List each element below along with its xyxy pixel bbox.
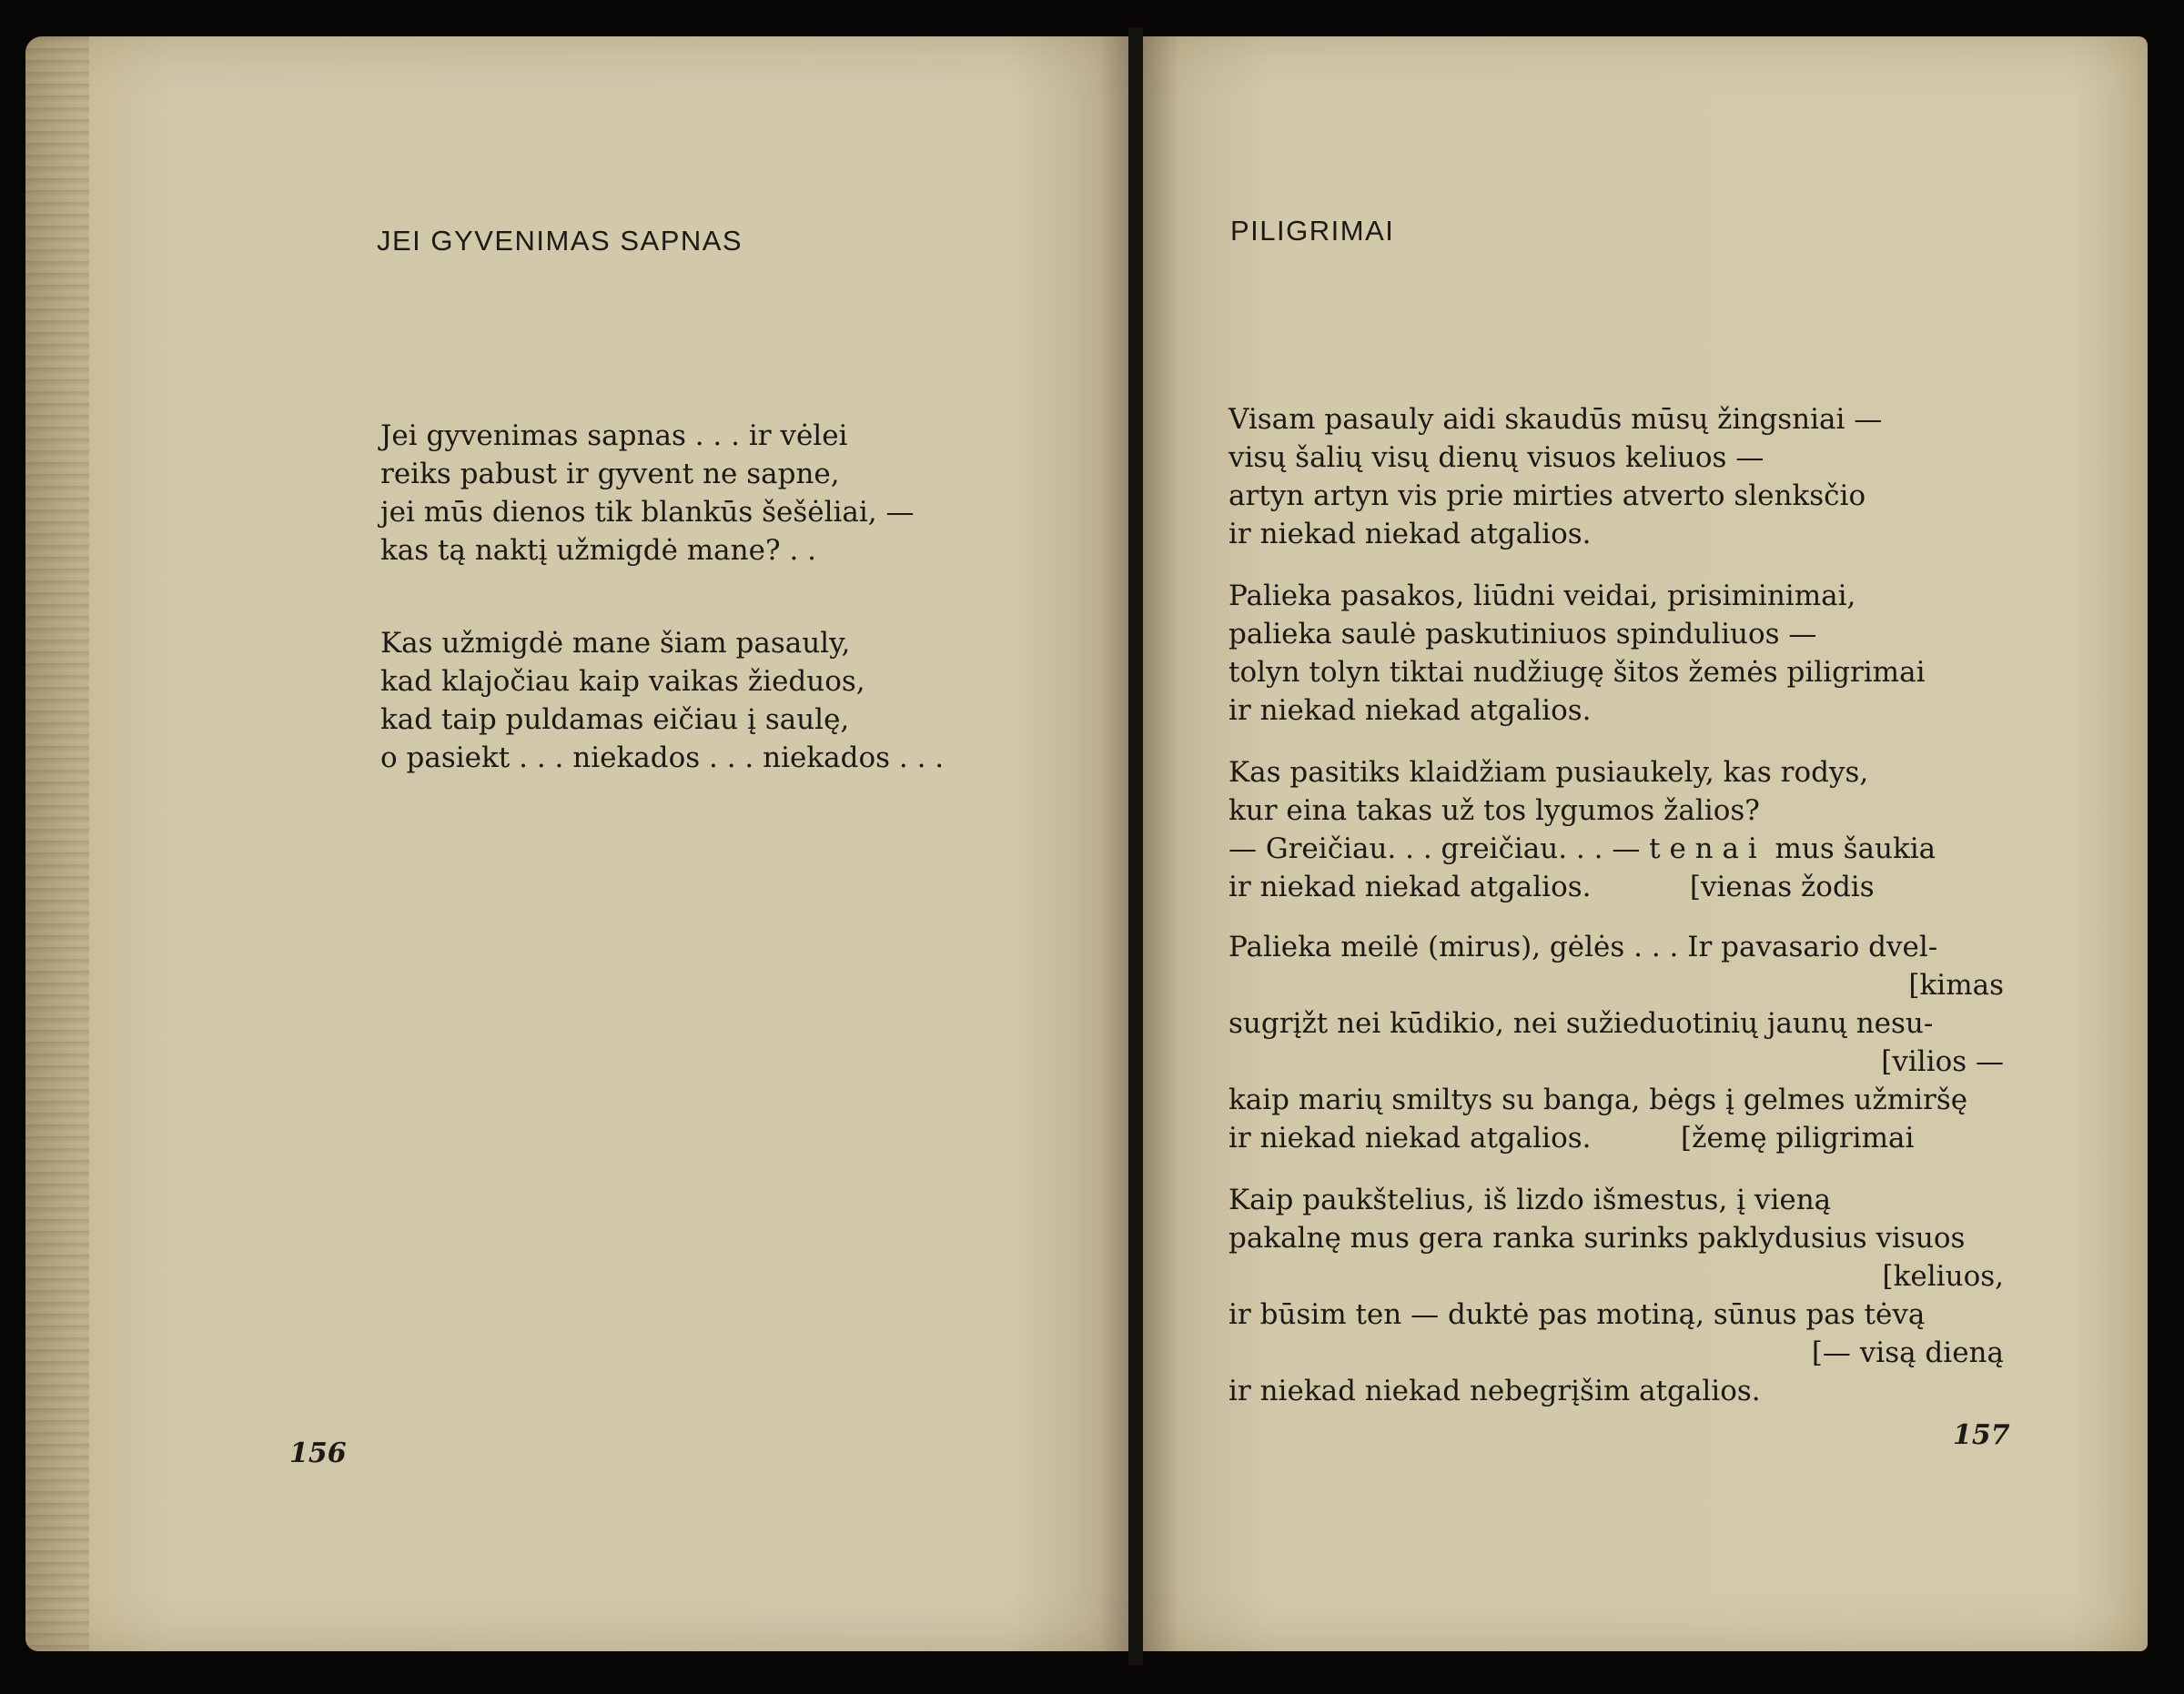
poem-line: reiks pabust ir gyvent ne sapne, <box>380 458 840 490</box>
poem-line: — Greičiau. . . greičiau. . . — t e n a i mus šaukia <box>1228 832 1936 865</box>
poem-line: artyn artyn vis prie mirties atverto slenksčio <box>1228 479 1866 512</box>
right-page-number: 157 <box>1953 1419 2010 1451</box>
poem-line: palieka saulė paskutiniuos spinduliuos — <box>1228 618 1817 650</box>
poem-line-continuation: [vilios — <box>1881 1045 2004 1078</box>
poem-line-continuation: [kimas <box>1908 969 2004 1002</box>
poem-line: ir niekad niekad atgalios. <box>1228 694 1592 727</box>
poem-line: Kaip paukštelius, iš lizdo išmestus, į vieną <box>1228 1184 1832 1216</box>
poem-line: ir niekad niekad nebegrįšim atgalios. <box>1228 1375 1761 1407</box>
right-stanza-4 <box>1228 928 2004 1157</box>
poem-line: visų šalių visų dienų visuos keliuos — <box>1228 441 1764 474</box>
poem-line: pakalnę mus gera ranka surinks paklydusius visuos <box>1228 1222 1966 1255</box>
poem-line: jei mūs dienos tik blankūs šešėliai, — <box>380 496 915 529</box>
poem-line: Visam pasauly aidi skaudūs mūsų žingsniai — <box>1228 403 1883 436</box>
poem-line: kur eina takas už tos lygumos žalios? <box>1228 794 1760 827</box>
left-stanza-2 <box>380 624 944 777</box>
left-page-number: 156 <box>289 1437 347 1469</box>
right-stanza-5 <box>1228 1181 2004 1410</box>
poem-line: sugrįžt nei kūdikio, nei sužieduotinių jaunų nesu- <box>1228 1007 1934 1040</box>
right-page <box>1143 36 2148 1651</box>
poem-line: kas tą naktį užmigdė mane? . . <box>380 534 817 567</box>
poem-line-continuation: [— visą dieną <box>1811 1336 2004 1369</box>
poem-line: kad klajočiau kaip vaikas žieduos, <box>380 665 865 698</box>
poem-line: ir niekad niekad atgalios. <box>1228 518 1592 550</box>
right-page-title: PILIGRIMAI <box>1230 215 1395 247</box>
poem-line: Palieka meilė (mirus), gėlės . . . Ir pavasario dvel- <box>1228 931 1938 963</box>
poem-line: ir būsim ten — duktė pas motiną, sūnus pas tėvą <box>1228 1298 1926 1331</box>
right-stanza-2 <box>1228 577 1925 730</box>
poem-line: Kas pasitiks klaidžiam pusiaukely, kas rodys, <box>1228 756 1869 789</box>
poem-line: Palieka pasakos, liūdni veidai, prisiminimai, <box>1228 580 1856 612</box>
left-page-title: JEI GYVENIMAS SAPNAS <box>377 225 743 257</box>
left-page <box>25 36 1128 1651</box>
poem-line: Jei gyvenimas sapnas . . . ir vėlei <box>380 419 848 452</box>
poem-line: o pasiekt . . . niekados . . . niekados . . . <box>380 741 945 774</box>
right-stanza-3 <box>1228 753 2004 906</box>
poem-line: Kas užmigdė mane šiam pasauly, <box>380 627 851 660</box>
poem-line: ir niekad niekad atgalios. [žemę piligrimai <box>1228 1122 1915 1155</box>
poem-line: kaip marių smiltys su banga, bėgs į gelmes užmiršę <box>1228 1084 1968 1116</box>
book-gutter <box>1128 27 1143 1665</box>
poem-line: ir niekad niekad atgalios. [vienas žodis <box>1228 871 1875 903</box>
worn-page-edges <box>25 36 89 1651</box>
poem-line: kad taip puldamas eičiau į saulę, <box>380 703 850 736</box>
poem-line-continuation: [keliuos, <box>1882 1260 2004 1293</box>
right-stanza-1 <box>1228 400 1882 553</box>
open-book <box>25 27 2148 1665</box>
left-stanza-1 <box>380 417 915 570</box>
poem-line: tolyn tolyn tiktai nudžiugę šitos žemės piligrimai <box>1228 656 1926 689</box>
